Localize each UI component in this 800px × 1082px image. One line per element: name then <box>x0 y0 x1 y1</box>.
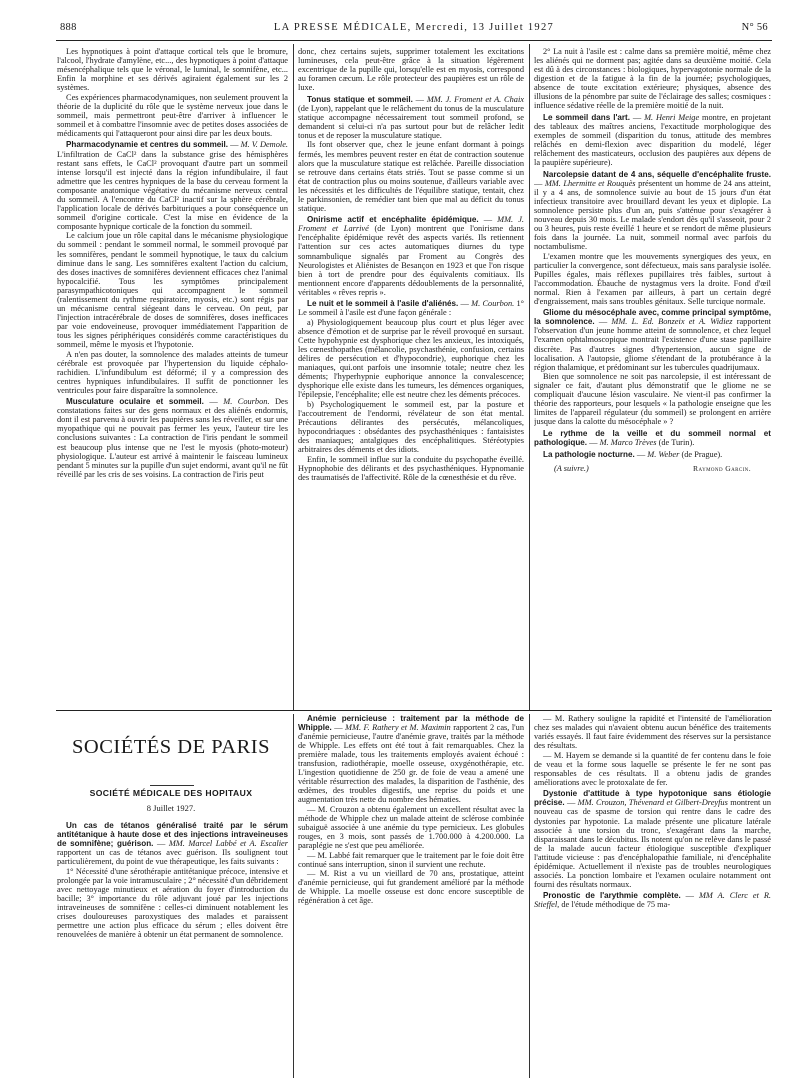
paragraph: — M. Crouzon a obtenu également un excellent résultat avec la méthode de Whipple chez un malade atteint de sclérose combinée subaiguë associée à une anémie du type pernicieux. Les globules rouges, en 3 mois, sont passés de 1.700.000 à 4.200.000. La paraplégie ne s'est que peu améliorée. <box>298 804 524 851</box>
upper-column-1 <box>57 47 288 707</box>
article-entry: Onirisme actif et encéphalite épidémique. — MM. J. Froment et Larrivé (de Lyon) montrent que l'onirisme dans l'encéphalite épidémique revêt des aspects variés. Ils retiennent l'attention sur ces actes automatiques diurnes du type somnambulique signalés par Froment au Congrès des Neurologistes et Aliénistes de Besançon en 1923 et que l'on risque bien à tort de prendre pour des équivalents comitiaux. Ils mentionnent encore d'apparents dédoublements de la personnalité, véritables « rêves repris ». <box>298 215 524 297</box>
article-title: Musculature oculaire et sommeil. <box>66 397 204 407</box>
section-title: SOCIÉTÉS DE PARIS <box>72 736 270 758</box>
article-text: rapportent l'observation d'un jeune homme atteint de somnolence, et chez lequel l'examen ophtalmoscopique montrait l'existence d'une stase papillaire discrète. Pas d'autres signes d'hypertension, aucun signe de localisation. A l'autopsie, gliome s'étendant de la protubérance à la région thalamique, et prédominant sur les tubercules quadrijumaux. <box>534 317 771 372</box>
paragraph: a) Physiologiquement beaucoup plus court et plus léger avec absence d'émotion et de surprise par le réveil provoqué en sursaut. Cette hypohypnie est dysphorique chez les anxieux, les intoxiqués, les cœnesthopathes (mélancolie, psychasthénie, confusion, certains délires de persécution et d'hypocondrie), euphorique chez les maniaques, qui.ont parfois une insomnie totale; neutre chez les déments; l'hyperhypnie euphorique annonce la convalescence; dysphorique elle existe dans les tumeurs, les démences organiques, l'épilepsie, l'encéphalite; elle est neutre chez les déments précoces. <box>298 317 524 400</box>
article-entry: Le rythme de la veille et du sommeil normal et pathologique. — M. Marco Trèves (de Turin). <box>534 428 771 447</box>
article-entry: Tonus statique et sommeil. — MM. J. Froment et A. Chaix (de Lyon), rappelant que le relâchement du tonus de la musculature statique accompagne nécessairement tout sommeil profond, se demandent si celui-ci n'a pas surtout pour but de relâcher ledit tonus et de reposer la musculature statique. <box>298 94 524 140</box>
article-end <box>534 464 771 473</box>
paragraph: 1° Nécessité d'une sérothérapie antitétanique précoce, intensive et prolongée par la voie intramusculaire ; 2° nécessité d'un débridement avec nettoyage minutieux et aération du foyer d'introduction du bacille; 3° importance du rôle adjuvant joué par les injections intraveineuses de somnifène : celles-ci diminuent notablement les crises douloureuses paroxystiques des malades et paraissent permettre une action plus efficace du sérum ; elles doivent être renouvelées de manière à obtenir un état permanent de somnolence. <box>57 866 288 940</box>
article-title: Pharmacodynamie et centres du sommeil. <box>66 140 229 150</box>
article-author: MM. J. Froment et Larrivé <box>298 215 524 234</box>
article-entry: Pronostic de l'arythmie complète. — MM A. Clerc et R. Stieffel, de l'étude méthodique de 75 ma- <box>534 891 771 910</box>
article-text: présentent un homme de 24 ans atteint, il y a 4 ans, de somnolence suivie au bout de 15 jours d'un état infectieux transitoire avec brouillard devant les yeux et diplopie. La somnolence persiste plus d'un an, puis s'atténue pour s'exagérer à nouveau depuis 30 mois. Le malade s'endort dès qu'il s'asseoit, pour 2 ou 3 heures, puis reste éveillé 1 heure et se rendort de même plusieurs fois dans la journée. La nuit, sommeil normal avec parfois du noctambulisme. <box>534 178 771 251</box>
article-author: MM A. Clerc et R. Stieffel, <box>534 891 771 910</box>
paragraph: — M. Rathery souligne la rapidité et l'intensité de l'amélioration chez ses malades qui n'avaient obtenu aucun bénéfice des traitements variés essayés. Il faut faire évidemment des réserves sur la persistance des résultats. <box>534 714 771 751</box>
paragraph: L'examen montre que les mouvements synergiques des yeux, en particulier la convergence, sont défectueux, mais sans paralysie isolée. Pupilles égales, mais réflexes pupillaires très faibles, surtout à l'accommodation. Ébauche de nystagmus vers la droite. Fond d'œil normal. Rien à l'examen par ailleurs, à part un certain degré d'engraissement, mais sans troubles génitaux. Selle turcique normale. <box>534 251 771 306</box>
to-be-continued: (A suivre.) <box>554 463 589 473</box>
column-divider <box>529 714 530 1078</box>
running-title: LA PRESSE MÉDICALE, Mercredi, 13 Juillet 1927 <box>273 22 555 33</box>
page-header <box>56 22 772 36</box>
article-entry: Un cas de tétanos généralisé traité par le sérum antitétanique à haute dose et des injections intraveineuses de somnifène; guérison. — MM. Marcel Labbé et A. Escalier rapportent un cas de tétanos avec guérison. Ils soulignent tout particulièrement, du point de vue thérapeutique, les faits suivants : <box>57 821 288 867</box>
article-author: M. Marco Trèves <box>599 437 657 447</box>
article-text: Des constatations faites sur des gens normaux et des aliénés endormis, dont il est parvenu à ouvrir les paupières sans les réveiller, et sur une myopathique qui ne pouvait pas fermer les yeux, l'auteur tire les conclusions suivantes : La contraction de l'iris pendant le sommeil est beaucoup plus intense que ne l'est le myosis (photo-moteur) physiologique. L'auteur est arrivé à maintenir le faisceau lumineux pendant 5 minutes sur la pupille d'un sujet endormi, avant qu'il ne fût réveillé par les cris de ses voisins. La contraction de l'iris peut <box>57 397 288 479</box>
section-rule <box>56 710 772 711</box>
paragraph: 2° La nuit à l'asile est : calme dans sa première moitié, même chez les aliénés qui ne dorment pas; agitée dans sa deuxième moitié. Cela est dû à des circonstances : biologiques, hypervagotonie normale de la digestion et de la fatigue à la fin de la journée; psychologiques, absence de toute excitation extérieure; physiques, absence des illusions de la pénombre par suite de l'éclairage des salles; cosmiques : influence sédative réelle de la première moitié de la nuit. <box>534 47 771 111</box>
paragraph: Le calcium joue un rôle capital dans le mécanisme physiologique du sommeil : pendant le sommeil normal, le sommeil provoqué par les somnifères, pendant le sommeil hypnotique, le taux du calcium diminue dans le sang. Les somnifères exaltent l'action du calcium, des doses inactives de somnifères deviennent efficaces chez l'animal hypocalcifié. Tous les symptômes principalement parasympathicotoniques qui accompagnent le sommeil (ralentissement du rythme respiratoire, myosis, etc.) sont régis par un mécanisme central siégeant dans le cerveau. On peut, par l'injection intracérébrale de doses de somnifères, doses inefficaces par voie endoveineuse, provoquer immédiatement l'apparition de tous les signes périphériques considérés comme caractéristiques du sommeil, même le myosis et l'hypotonie. <box>57 231 288 349</box>
upper-column-3 <box>534 47 771 707</box>
article-text: 1° Le sommeil à l'asile est d'une façon générale : <box>298 299 524 318</box>
paragraph: b) Psychologiquement le sommeil est, par la posture et l'accoutrement de l'endormi, révélateur de son état mental. Précautions délirantes des persécutés, mélancoliques, hypocondriaques : obsédantes des psychasthéniques : fantaisistes des maniaques; antalgiques des encéphalitiques. Stéréotypies arbitraires des déments et des idiots. <box>298 399 524 455</box>
lower-column-1 <box>57 821 288 1078</box>
article-author: MM. J. Froment et A. Chaix <box>426 94 524 104</box>
article-text: montre, en projetant des tableaux des maîtres anciens, l'exactitude morphologique des exemples de sommeil (disparition du tonus, attitude des membres relâchés en demi-flexion avec disparition du modelé, léger relâchement des masticateurs, occlusion des paupières aux dépens de la paupière supérieure). <box>534 112 771 168</box>
lower-column-3 <box>534 714 771 1078</box>
article-text: (de Prague). <box>681 449 723 459</box>
article-text: rapportent un cas de tétanos avec guérison. Ils soulignent tout particulièrement, du point de vue thérapeutique, les faits suivants : <box>57 848 288 867</box>
article-text: rapportent 2 cas, l'un d'anémie pernicieuse, l'autre d'anémie grave, traités par la méthode de Whipple. Les effets ont été tout à fait remarquables. Chez la première malade, tous les traitements employés avaient échoué : transfusion, radiothérapie, moelle osseuse, oxygénothérapie, etc. L'ingestion quotidienne de 250 gr. de foie de veau a amené une véritable résurrection des malades, la disparition de l'asthénie, des œdèmes, des troubles digestifs, une reprise du poids et une augmentation très nette du nombre des hématies. <box>298 723 524 805</box>
paragraph: Les hypnotiques à point d'attaque cortical tels que le bromure, l'alcool, l'hydrate d'amylène, etc..., des hypnotiques à point d'attaque mésencéphalique tels que le véronal, le luminal, le somnifène, etc... Enfin la morphine et ses dérivés agiraient également sur les 2 systèmes. <box>57 47 288 93</box>
paragraph: A n'en pas douter, la somnolence des malades atteints de tumeur cérébrale est provoquée par l'hypertension du liquide céphalo-rachidien. L'infundibulum est déformé; il y a compression des centres hypniques infundibulaires. Il suffit de ponctionner les ventricules pour faire disparaître la somnolence. <box>57 349 288 395</box>
paragraph: donc, chez certains sujets, supprimer totalement les excitations lumineuses, cela peut-être grâce à la situation légèrement excentrique de la pupille qui, lorsqu'elle est en myosis, correspond au foramen cæcum. Le rôle protecteur des paupières est un rôle de luxe. <box>298 47 524 93</box>
article-title: Le sommeil dans l'art. <box>543 112 631 122</box>
page-number: 888 <box>60 22 77 33</box>
upper-column-2 <box>298 47 524 707</box>
article-entry: Dystonie d'attitude à type hypotonique sans étiologie précise. — MM. Crouzon, Thévenard et Gilbert-Dreyfus montrent un nouveau cas de spasme de torsion qui rentre dans le cadre des dystonies par hypotonie. La malade présente une plicature latérale associée à une torsion du tronc, s'exagérant dans la marche, disparaissant dans le décubitus. Ils notent qu'on ne relève dans le passé de la malade aucun facteur étiologique susceptible d'expliquer l'attitude vicieuse : pas d'encéphalopathie familiale, ni d'encéphalite épidémique. Actuellement il n'existe pas de troubles neurologiques associés. La ponction lombaire et l'examen oculaire notamment ont fourni des résultats normaux. <box>534 789 771 889</box>
column-divider <box>293 714 294 1078</box>
article-title: Gliome du mésocéphale avec, comme principal symptôme, la somnolence. <box>534 308 771 327</box>
article-entry: Narcolepsie datant de 4 ans, séquelle d'encéphalite fruste. — MM. Lhermitte et Rouquès présentent un homme de 24 ans atteint, il y a 4 ans, de somnolence suivie au bout de 15 jours d'un état infectieux transitoire avec brouillard devant les yeux et diplopie. La somnolence persiste plus d'un an, puis s'atténue pour s'exagérer à nouveau depuis 30 mois. Le malade s'endort dès qu'il s'asseoit, pour 2 ou 3 heures, puis reste éveillé 1 heure et se rendort de même plusieurs fois dans la journée. La nuit, sommeil normal avec parfois du noctambulisme. <box>534 169 771 251</box>
article-title: Tonus statique et sommeil. <box>307 94 413 104</box>
article-title: Pronostic de l'arythmie complète. <box>543 891 681 901</box>
article-author: M. Courbon. <box>471 299 515 309</box>
article-author: MM. L. Ed. Bonzeix et A. Widiez <box>611 317 733 327</box>
paragraph: Ces expériences pharmacodynamiques, non seulement prouvent la théorie de la duplicité du rôle que le système nerveux joue dans le sommeil, mais permettront peut-être d'arriver à influencer le sommeil et à combattre l'insomnie avec de petites doses associées de médicaments qui l'attaqueront pour ainsi dire par les deux bouts. <box>57 92 288 138</box>
article-author: M. Weber <box>647 449 680 459</box>
paragraph: Enfin, le sommeil influe sur la conduite du psychopathe éveillé. Hypnophobie des délirants et des psychasthéniques. Hypnomanie des traumatisés de l'affectivité. Rôle de la cœnesthésie et du rêve. <box>298 454 524 482</box>
article-title: Le rythme de la veille et du sommeil normal et pathologique. <box>534 428 771 447</box>
article-title: Dystonie d'attitude à type hypotonique sans étiologie précise. <box>534 789 771 808</box>
signature: Raymond Garcin. <box>693 463 751 473</box>
article-author: M. Henri Meige <box>644 112 700 122</box>
article-entry: Musculature oculaire et sommeil. — M. Courbon. Des constatations faites sur des gens normaux et des aliénés endormis, dont il est parvenu à ouvrir les paupières sans les réveiller, et sur une myopathique qui ne pouvait pas fermer les yeux, l'auteur tire les conclusions suivantes : La contraction de l'iris pendant le sommeil est beaucoup plus intense que ne l'est le myosis (photo-moteur) physiologique. L'auteur est arrivé à maintenir le faisceau lumineux pendant 5 minutes sur la pupille d'un sujet endormi, avant qu'il ne fût réveillé par les cris de ses voisins. La contraction de l'iris peut <box>57 397 288 479</box>
article-text: (de Turin). <box>658 437 695 447</box>
lower-column-2 <box>298 714 524 1078</box>
article-title: Le nuit et le sommeil à l'asile d'aliénés. <box>307 299 459 309</box>
article-text: L'infiltration de CaCl² dans la substance grise des hémisphères restant sans effets, le CaCl² provoquant d'autre part un sommeil intense lorsqu'il est injecté dans la région infundibulaire, il faut admettre que les centres hypniques de la base du cerveau forment la composante anatomique végétative du mécanisme nerveux central du sommeil. A l'encontre du CaCl² inactif sur la sphère cérébrale, l'application locale de dérivés barbituriques a pour conséquence un sommeil d'origine corticale. C'est la mise en évidence de la composante hypnique corticale de la fonction du sommeil. <box>57 149 288 231</box>
article-author: M. V. Demole. <box>240 140 288 150</box>
article-title: Narcolepsie datant de 4 ans, séquelle d'encéphalite fruste. <box>543 169 771 179</box>
society-name: SOCIÉTÉ MÉDICALE DES HOPITAUX <box>89 788 253 798</box>
article-title: Un cas de tétanos généralisé traité par le sérum antitétanique à haute dose et des injections intraveineuses de somnifène; guérison. <box>57 821 288 849</box>
article-author: MM. F. Rathery et M. Maximin <box>345 723 451 733</box>
article-title: La pathologie nocturne. <box>543 449 635 459</box>
article-text: (de Lyon) montrent que l'onirisme dans l'encéphalite épidémique revêt des aspects variés. Ils retiennent l'attention sur ces actes automatiques diurnes du type somnambulique signalés par Froment au Congrès des Neurologistes et Aliénistes de Besançon en 1923 et que l'on risque bien à tort de prendre pour des équivalents comitiaux. Ils mentionnent encore d'apparents dédoublements de la personnalité, véritables « rêves repris ». <box>298 224 524 297</box>
article-author: MM. Marcel Labbé et A. Escalier <box>168 839 288 849</box>
header-rule <box>56 40 772 41</box>
meeting-date: 8 Juillet 1927. <box>146 803 196 813</box>
article-entry: Gliome du mésocéphale avec, comme principal symptôme, la somnolence. — MM. L. Ed. Bonzeix et A. Widiez rapportent l'observation d'un jeune homme atteint de somnolence, et chez lequel l'examen ophtalmoscopique montrait l'existence d'une stase papillaire discrète. Pas d'autres signes d'hypertension, aucun signe de localisation. A l'autopsie, gliome s'étendant de la protubérance à la région thalamique, et prédominant sur les tubercules quadrijumaux. <box>534 308 771 372</box>
article-text: de l'étude méthodique de 75 ma- <box>561 900 671 910</box>
paragraph: — M. Labbé fait remarquer que le traitement par le foie doit être continué sans interruption, sinon il survient une rechute. <box>298 850 524 869</box>
article-title: Anémie pernicieuse : traitement par la méthode de Whipple. <box>298 714 524 733</box>
paragraph: — M. Rist a vu un vieillard de 70 ans, prostatique, atteint d'anémie pernicieuse, qui fut grandement amélioré par la méthode de Whipple. La moelle osseuse est donc encore susceptible de régénération à cet âge. <box>298 869 524 906</box>
title-underline <box>150 785 194 786</box>
article-entry: La pathologie nocturne. — M. Weber (de Prague). <box>543 449 723 459</box>
article-text: montrent un nouveau cas de spasme de torsion qui rentre dans le cadre des dystonies par hypotonie. La malade présente une plicature latérale associée à une torsion du tronc, s'exagérant dans la marche, disparaissant dans le décubitus. Ils notent qu'on ne relève dans le passé de la malade aucun facteur étiologique susceptible d'expliquer l'attitude vicieuse : pas d'encéphalopathie familiale, ni d'encéphalite épidémique. Actuellement il n'existe pas de troubles neurologiques associés. La ponction lombaire et l'examen oculaire notamment ont fourni des résultats normaux. <box>534 798 771 889</box>
column-divider <box>529 44 530 710</box>
issue-number: N° 56 <box>741 22 768 33</box>
article-entry: Le nuit et le sommeil à l'asile d'aliénés. — M. Courbon. 1° Le sommeil à l'asile est d'une façon générale : <box>298 299 524 318</box>
article-author: M. Courbon. <box>223 397 270 407</box>
article-author: MM. Lhermitte et Rouquès <box>544 178 636 188</box>
paragraph: — M. Hayem se demande si la quantité de fer contenu dans le foie de veau et la forme sous laquelle se présente le fer ne sont pas responsables de ces résultats. Il a obtenu jadis de grandes améliorations avec le protoxalate de fer. <box>534 750 771 787</box>
article-entry: Pharmacodynamie et centres du sommeil. — M. V. Demole. L'infiltration de CaCl² dans la substance grise des hémisphères restant sans effets, le CaCl² provoquant d'autre part un sommeil intense lorsqu'il est injecté dans la région infundibulaire, il faut admettre que les centres hypniques de la base du cerveau forment la composante anatomique végétative du mécanisme nerveux central du sommeil. A l'encontre du CaCl² inactif sur la sphère cérébrale, l'application locale de dérivés barbituriques a pour conséquence un sommeil d'origine corticale. C'est la mise en évidence de la composante hypnique corticale de la fonction du sommeil. <box>57 140 288 231</box>
paragraph: Bien que somnolence ne soit pas narcolepsie, il est intéressant de signaler ce fait, d'autant plus démonstratif que le gliome ne se compliquait d'aucune lésion vasculaire. Ne vient-il pas confirmer la théorie des rapporteurs, pour lesquels « la pathologie enseigne que les limites de l'appareil régulateur (du sommeil) se prolongent en arrière jusque dans la calotte du mésocéphale » ? <box>534 372 771 427</box>
article-entry: Anémie pernicieuse : traitement par la méthode de Whipple. — MM. F. Rathery et M. Maximin rapportent 2 cas, l'un d'anémie pernicieuse, l'autre d'anémie grave, traités par la méthode de Whipple. Les effets ont été tout à fait remarquables. Chez la première malade, tous les traitements employés avaient échoué : transfusion, radiothérapie, moelle osseuse, oxygénothérapie, etc. L'ingestion quotidienne de 250 gr. de foie de veau a amené une véritable résurrection des malades, la disparition de l'asthénie, des œdèmes, des troubles digestifs, une reprise du poids et une augmentation très nette du nombre des hématies. <box>298 714 524 805</box>
article-author: MM. Crouzon, Thévenard et Gilbert-Dreyfus <box>577 798 728 808</box>
article-entry: Le sommeil dans l'art. — M. Henri Meige montre, en projetant des tableaux des maîtres anciens, l'exactitude morphologique des exemples de sommeil (disparition du tonus, attitude des membres relâchés en demi-flexion avec disparition du modelé, léger relâchement des masticateurs, occlusion des paupières aux dépens de la paupière supérieure). <box>534 112 771 168</box>
column-divider <box>293 44 294 710</box>
paragraph: Ils font observer que, chez le jeune enfant dormant à poings fermés, les membres peuvent rester en état de contraction soutenue alors que la musculature statique est relâchée. Pareille dissociation se retrouve dans certains états striés. Tout se passe comme si un état de contraction plus ou moins soutenue, d'ailleurs variable avec les nécessités et les difficultés de l'équilibre statique, tentait, chez le parkinsonien, de remédier tant bien que mal au déficit du tonus statique. <box>298 140 524 213</box>
article-text: (de Lyon), rappelant que le relâchement du tonus de la musculature statique accompagne nécessairement tout sommeil profond, se demandent si celui-ci n'a pas surtout pour but de relâcher ledit tonus et de reposer la musculature statique. <box>298 103 524 140</box>
article-title: Onirisme actif et encéphalite épidémique. <box>307 215 479 225</box>
